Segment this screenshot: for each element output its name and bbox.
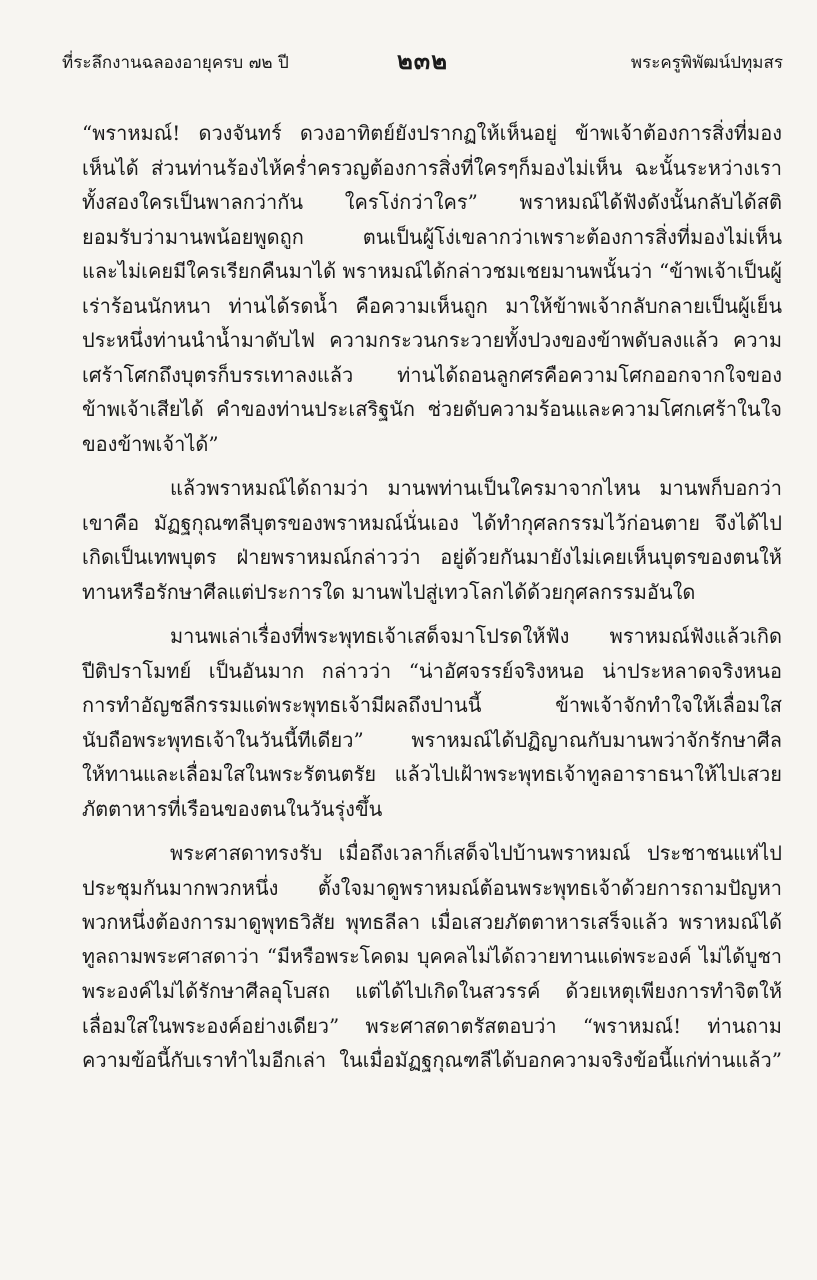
text-line: เห็นได้ ส่วนท่านร้องไห้คร่ำครวญต้องการสิ่งที่ใครๆก็มองไม่เห็น ฉะนั้นระหว่างเรา bbox=[82, 155, 782, 180]
text-line: ปีติปราโมทย์ เป็นอันมาก กล่าวว่า “น่าอัศจรรย์จริงหนอ น่าประหลาดจริงหนอ bbox=[82, 658, 782, 683]
text-line bbox=[82, 836, 782, 871]
text-line: ทานหรือรักษาศีลแต่ประการใด มานพไปสู่เทวโลกได้ด้วยกุศลกรรมอันใด bbox=[82, 579, 696, 604]
text-line: ให้ทานและเลื่อมใสในพระรัตนตรัย แล้วไปเฝ้าพระพุทธเจ้าทูลอาราธนาให้ไปเสวย bbox=[82, 762, 782, 786]
text-line: พวกหนึ่งต้องการมาดูพุทธวิสัย พุทธลีลา เมื่อเสวยภัตตาหารเสร็จแล้ว พราหมณ์ได้ bbox=[82, 910, 782, 934]
paragraph bbox=[82, 471, 782, 609]
text-line: ภัตตาหารที่เรือนของตนในวันรุ่งขึ้น bbox=[82, 796, 383, 821]
text-line: และไม่เคยมีใครเรียกคืนมาได้ พราหมณ์ได้กล่าวชมเชยมานพนั้นว่า “ข้าพเจ้าเป็นผู้ bbox=[82, 259, 782, 283]
text-line-content: แล้วพราหมณ์ได้ถามว่า มานพท่านเป็นใครมาจากไหน มานพก็บอกว่า bbox=[170, 476, 782, 500]
text-line: เลื่อมใสในพระองค์อย่างเดียว” พระศาสดาตรัสตอบว่า “พราหมณ์! ท่านถาม bbox=[82, 1013, 782, 1038]
text-line: เร่าร้อนนักหนา ท่านได้รดน้ำ คือความเห็นถูก มาให้ข้าพเจ้ากลับกลายเป็นผู้เย็น bbox=[82, 293, 782, 318]
text-line: “พราหมณ์! ดวงจันทร์ ดวงอาทิตย์ยังปรากฏให้เห็นอยู่ ข้าพเจ้าต้องการสิ่งที่มอง bbox=[82, 121, 782, 145]
header-right-title: พระครูพิพัฒน์ปทุมสร bbox=[630, 53, 783, 73]
page-number: ๒๓๒ bbox=[396, 46, 449, 75]
text-line: ทั้งสองใครเป็นพาลกว่ากัน ใครโง่กว่าใคร” พราหมณ์ได้ฟังดังนั้นกลับได้สติ bbox=[82, 190, 782, 214]
text-line: เศร้าโศกถึงบุตรก็บรรเทาลงแล้ว ท่านได้ถอนลูกศรคือความโศกออกจากใจของ bbox=[82, 362, 782, 387]
text-line: ของข้าพเจ้าได้” bbox=[82, 431, 219, 456]
text-line: ความข้อนี้กับเราทำไมอีกเล่า ในเมื่อมัฏฐกุณฑลีได้บอกความจริงข้อนี้แก่ท่านแล้ว” bbox=[82, 1048, 782, 1072]
header-left-title: ที่ระลึกงานฉลองอายุครบ ๗๒ ปี bbox=[62, 53, 289, 73]
text-line: ยอมรับว่ามานพน้อยพูดถูก ตนเป็นผู้โง่เขลากว่าเพราะต้องการสิ่งที่มองไม่เห็น bbox=[82, 224, 782, 249]
text-line: ข้าพเจ้าเสียได้ คำของท่านประเสริฐนัก ช่วยดับความร้อนและความโศกเศร้าในใจ bbox=[82, 397, 782, 421]
text-line: นับถือพระพุทธเจ้าในวันนี้ทีเดียว” พราหมณ์ได้ปฏิญาณกับมานพว่าจักรักษาศีล bbox=[82, 727, 782, 752]
text-line bbox=[82, 619, 782, 654]
paragraph bbox=[82, 836, 782, 1078]
paragraph bbox=[82, 116, 782, 461]
text-line: ประหนึ่งท่านนำน้ำมาดับไฟ ความกระวนกระวายทั้งปวงของข้าพดับลงแล้ว ความ bbox=[82, 328, 782, 352]
text-line: ทูลถามพระศาสดาว่า “มีหรือพระโคดม บุคคลไม่ได้ถวายทานแด่พระองค์ ไม่ได้บูชา bbox=[82, 944, 782, 968]
text-line bbox=[82, 471, 782, 506]
text-line: ประชุมกันมากพวกหนึ่ง ตั้งใจมาดูพราหมณ์ต้อนพระพุทธเจ้าด้วยการถามปัญหา bbox=[82, 875, 782, 900]
paragraph bbox=[82, 619, 782, 826]
text-line-content: พระศาสดาทรงรับ เมื่อถึงเวลาก็เสด็จไปบ้านพราหมณ์ ประชาชนแห่ไป bbox=[170, 841, 782, 865]
page-header bbox=[62, 46, 783, 80]
text-line: เขาคือ มัฏฐกุณฑลีบุตรของพราหมณ์นั่นเอง ได้ทำกุศลกรรมไว้ก่อนตาย จึงได้ไป bbox=[82, 510, 782, 535]
text-line: เกิดเป็นเทพบุตร ฝ่ายพราหมณ์กล่าวว่า อยู่ด้วยกันมายังไม่เคยเห็นบุตรของตนให้ bbox=[82, 545, 782, 569]
text-line-content: มานพเล่าเรื่องที่พระพุทธเจ้าเสด็จมาโปรดให้ฟัง พราหมณ์ฟังแล้วเกิด bbox=[170, 624, 782, 648]
body-text bbox=[82, 116, 782, 1078]
text-line: การทำอัญชลีกรรมแด่พระพุทธเจ้ามีผลถึงปานนี้ ข้าพเจ้าจักทำใจให้เลื่อมใส bbox=[82, 693, 782, 717]
text-line: พระองค์ไม่ได้รักษาศีลอุโบสถ แต่ได้ไปเกิดในสวรรค์ ด้วยเหตุเพียงการทำจิตให้ bbox=[82, 979, 782, 1003]
